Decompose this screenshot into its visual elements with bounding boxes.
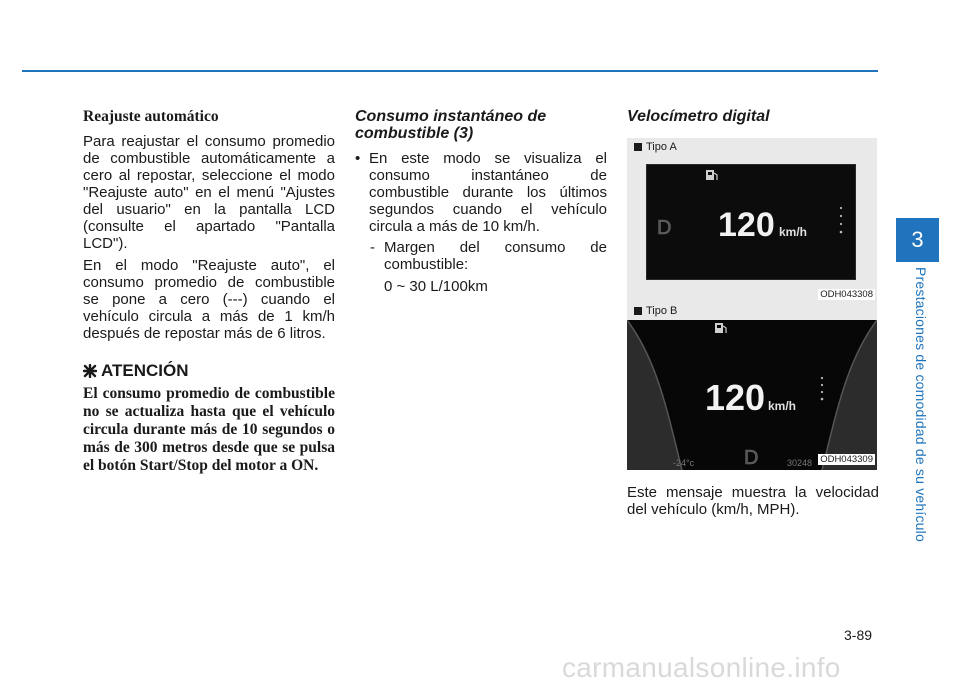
chapter-title: Prestaciones de comodidad de su vehículo [913,267,929,542]
velocimetro-description: Este mensaje muestra la velocidad del vehículo (km/h, MPH). [627,484,879,518]
cluster-display-b [627,320,877,470]
gear-indicator-b: D [744,447,759,469]
speed-unit-b: km/h [768,399,797,413]
speed-value-a: 120 [718,206,775,244]
square-bullet-icon [634,143,642,151]
dash-item [370,239,607,273]
gear-indicator-a: D [657,217,672,239]
square-bullet-icon [634,307,642,315]
attention-body: El consumo promedio de combustible no se actualiza hasta que el vehículo circula durante más de 10 segundos o más de 300 metros desde que se pulsa el botón Start/Stop del motor a ON. [83,385,335,474]
column-left [83,108,335,475]
speed-unit-a: km/h [779,225,808,239]
page-number: 3-89 [844,627,873,643]
paragraph-reajuste-2: En el modo "Reajuste auto", el consumo promedio de combustible se pone a cero (---) cuando el vehículo circula a más de 1 km/h después de repostar más de 6 litros. [83,257,335,342]
figure-b-code: ODH043309 [820,454,873,465]
section-heading-reajuste: Reajuste automático [83,108,219,125]
figure-a-code: ODH043308 [820,289,873,300]
top-rule [22,70,878,72]
figure-b-label [634,305,677,317]
attention-cross-icon [83,364,97,378]
attention-title: ATENCIÓN [101,361,189,380]
figure-tipo-b [627,303,877,470]
speed-value-b: 120 [705,377,766,418]
dash-marker: - [370,239,375,256]
section-heading-velocimetro: Velocímetro digital [627,108,770,125]
paragraph-reajuste-1: Para reajustar el consumo promedio de combustible automáticamente a cero al repostar, seleccione el modo "Reajuste auto" en el menú "Ajustes del usuario" en la pantalla LCD (consulte el apartado "Pantalla LCD"). [83,133,335,252]
figure-a-label [634,141,677,153]
watermark: carmanualsonline.info [562,652,841,683]
bullet-marker: • [355,150,361,167]
outside-temp: -24°c [673,458,695,468]
figure-tipo-a [627,138,877,306]
column-middle [355,108,607,295]
chapter-tab: 3 [896,218,939,262]
figure-a-label-text: Tipo A [646,141,677,153]
attention-heading [83,362,335,379]
odometer: 30248 [787,458,813,468]
section-heading-consumo: Consumo instantáneo de combustible (3) [355,108,547,142]
bullet-text: En este modo se visualiza el consumo instantáneo de combustible durante los últimos segundos cuando el vehículo circula a más de 10 km/h. [369,150,607,235]
consumption-range: 0 ~ 30 L/100km [384,278,488,295]
figure-b-label-text: Tipo B [646,305,678,317]
bullet-item [355,150,607,235]
cluster-display-a [646,164,856,280]
dash-text: Margen del consumo de combustible: [384,239,607,273]
column-right [627,108,879,133]
